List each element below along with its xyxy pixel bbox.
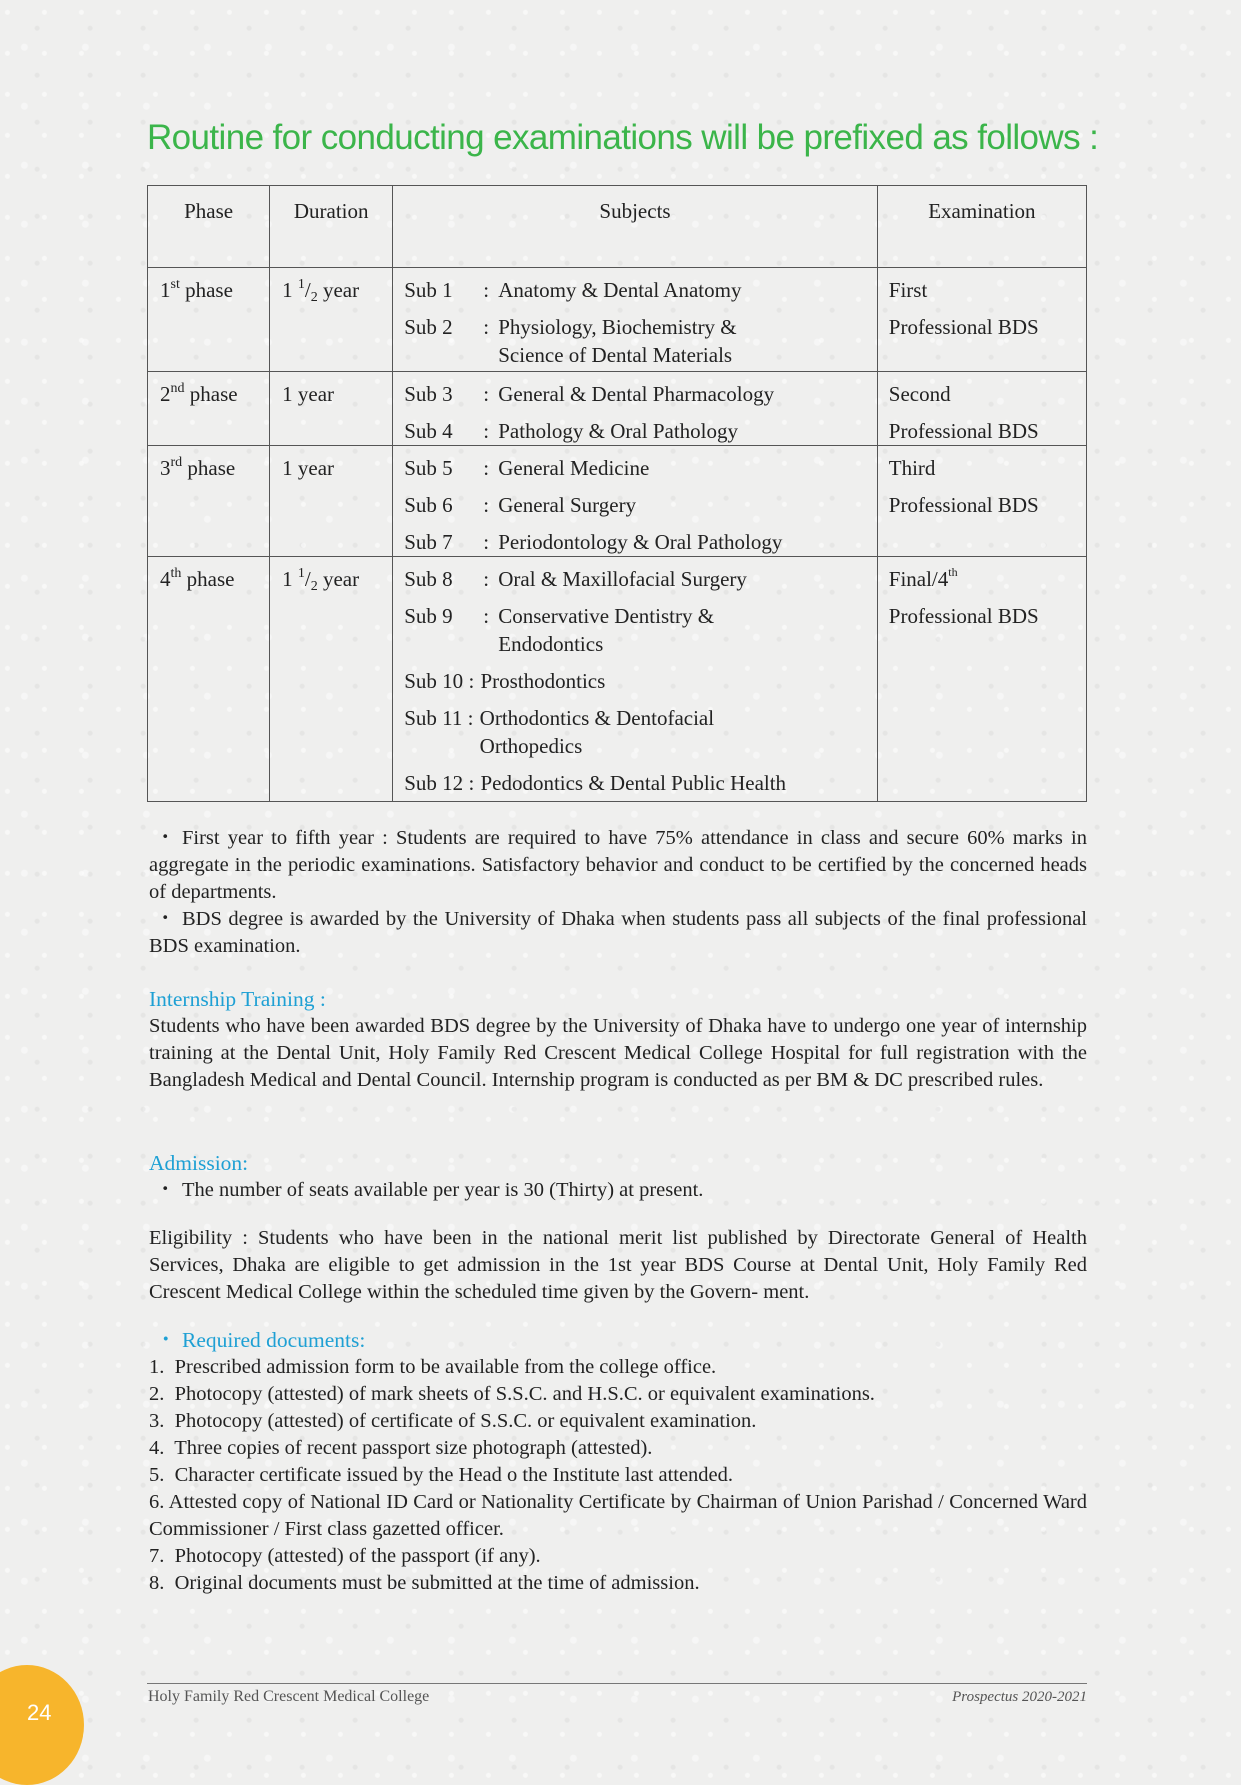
examination-cell: Third Professional BDS <box>877 446 1086 557</box>
subject-item: Sub 11 : Orthodontics & Dentofacial Orthopedics <box>404 706 715 758</box>
list-item: 6. Attested copy of National ID Card or Nationality Certificate by Chairman of Union Parishad / Concerned Ward Commissioner / First class gazetted officer. <box>149 1491 1087 1540</box>
phase-cell: 1st phase <box>148 268 270 372</box>
subject-item: Sub 5 : General Medicine <box>404 456 650 480</box>
header-phase: Phase <box>148 186 270 268</box>
seats-item: ・ The number of seats available per year is 30 (Thirty) at present. <box>149 1177 1087 1204</box>
list-item: 4. Three copies of recent passport size photograph (attested). <box>149 1437 653 1459</box>
page-number: 24 <box>27 1700 52 1725</box>
examination-cell: First Professional BDS <box>877 268 1086 372</box>
table-row <box>148 268 1087 372</box>
eligibility-text: Eligibility : Students who have been in the national merit list published by Directorate General of Health Services, Dhaka are eligible to get admission in the 1st year BDS Course at Dental Unit, Holy Family Red Crescent Medical College within the scheduled time given by the Govern- ment. <box>149 1227 1087 1303</box>
subjects-cell <box>393 372 878 446</box>
bullet-icon: ・ <box>155 1179 176 1201</box>
subject-item: Sub 7 : Periodontology & Oral Pathology <box>404 530 783 554</box>
page-heading: Routine for conducting examinations will be prefixed as follows : <box>147 118 1099 157</box>
footer-prospectus: Prospectus 2020-2021 <box>952 1689 1087 1705</box>
documents-list <box>149 1354 1087 1597</box>
header-examination: Examination <box>877 186 1086 268</box>
phase-cell: 4th phase <box>148 557 270 802</box>
subject-item: Sub 8 : Oral & Maxillofacial Surgery <box>404 567 747 591</box>
phase-cell: 3rd phase <box>148 446 270 557</box>
footer-college-name: Holy Family Red Crescent Medical College <box>148 1688 430 1705</box>
subject-item: Sub 4 : Pathology & Oral Pathology <box>404 419 738 443</box>
table-row <box>148 557 1087 802</box>
duration-cell: 1 year <box>270 446 393 557</box>
internship-title: Internship Training : <box>149 987 326 1011</box>
admission-title: Admission: <box>149 1151 249 1175</box>
examination-cell: Second Professional BDS <box>877 372 1086 446</box>
bullet-icon: ・ <box>155 908 176 930</box>
subject-item: Sub 10 : Prosthodontics <box>404 669 606 693</box>
header-subjects: Subjects <box>393 186 878 268</box>
subjects-cell <box>393 557 878 802</box>
table-row <box>148 446 1087 557</box>
examination-cell: Final/4th Professional BDS <box>877 557 1086 802</box>
subject-item: Sub 2 : Physiology, Biochemistry & Science of Dental Materials <box>404 315 737 367</box>
footer-divider <box>147 1683 1087 1684</box>
subjects-cell <box>393 268 878 372</box>
internship-section <box>149 986 1087 1094</box>
documents-title: ・ Required documents: <box>149 1327 1087 1354</box>
list-item: 5. Character certificate issued by the Head o the Institute last attended. <box>149 1464 734 1486</box>
list-item: 7. Photocopy (attested) of the passport (if any). <box>149 1545 541 1567</box>
note-item: ・ BDS degree is awarded by the University of Dhaka when students pass all subjects of the final professional BDS examination. <box>149 908 1087 957</box>
bullet-icon: ・ <box>155 1328 177 1352</box>
subject-item: Sub 6 : General Surgery <box>404 493 637 517</box>
subject-item: Sub 3 : General & Dental Pharmacology <box>404 382 775 406</box>
duration-cell: 1 $^1/_2$ year <box>270 268 393 372</box>
bullet-icon: ・ <box>155 827 176 849</box>
duration-cell: 1 $^1/_2$ year <box>270 557 393 802</box>
list-item: 1. Prescribed admission form to be available from the college office. <box>149 1356 717 1378</box>
admission-section <box>149 1150 1087 1597</box>
subject-item: Sub 12 : Pedodontics & Dental Public Health <box>404 771 787 795</box>
table-row <box>148 372 1087 446</box>
exam-routine-table <box>147 185 1087 802</box>
header-duration: Duration <box>270 186 393 268</box>
phase-cell: 2nd phase <box>148 372 270 446</box>
table-header-row <box>148 186 1087 268</box>
duration-cell: 1 year <box>270 372 393 446</box>
list-item: 8. Original documents must be submitted at the time of admission. <box>149 1572 700 1594</box>
note-item: ・ First year to fifth year : Students are required to have 75% attendance in class and secure 60% marks in aggregate in the periodic examinations. Satisfactory behavior and conduct to be certified by the concerned heads of departments. <box>149 827 1087 903</box>
internship-text: Students who have been awarded BDS degree by the University of Dhaka have to undergo one year of internship training at the Dental Unit, Holy Family Red Crescent Medical College Hospital for full registration with the Bangladesh Medical and Dental Council. Internship program is conducted as per BM & DC prescribed rules. <box>149 1015 1087 1091</box>
subjects-cell <box>393 446 878 557</box>
subject-item: Sub 9 : Conservative Dentistry & Endodontics <box>404 604 715 656</box>
list-item: 2. Photocopy (attested) of mark sheets of S.S.C. and H.S.C. or equivalent examinations. <box>149 1383 875 1405</box>
list-item: 3. Photocopy (attested) of certificate of S.S.C. or equivalent examination. <box>149 1410 757 1432</box>
subject-item: Sub 1 : Anatomy & Dental Anatomy <box>404 278 742 302</box>
notes-section <box>149 825 1087 960</box>
